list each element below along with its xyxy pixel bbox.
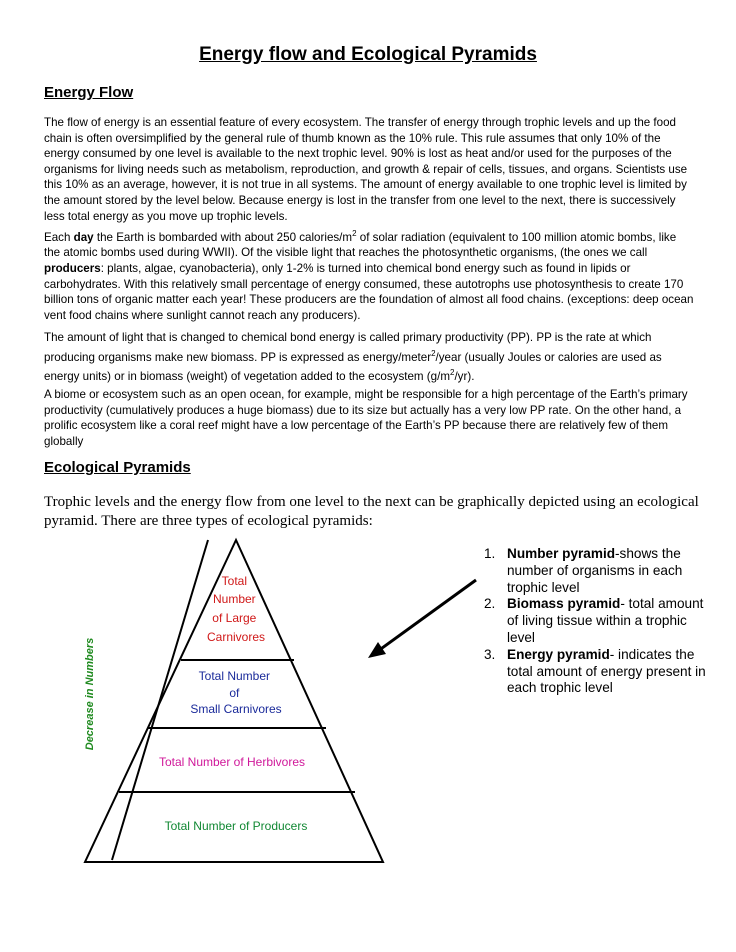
list-item-text	[507, 647, 714, 697]
superscript: 2	[352, 229, 357, 238]
text-run: The amount of light that is changed to chemical bond energy is called primary productivity (PP). PP is the rate at which producing organisms make new biomass. PP is expressed as energy/meter	[44, 331, 652, 364]
paragraph-text: A biome or ecosystem such as an open ocean, for example, might be responsible for a high percentage of the Earth’s primary productivity (cumulatively produces a huge biomass) due to its size but actually has a very low PP rate. On the other hand, a prolific ecosystem like a coral reef might have a low percentage of the Earth’s PP because there are relatively few of them globally	[44, 388, 688, 448]
heading-energy-flow: Energy Flow	[44, 84, 134, 101]
superscript: 2	[450, 368, 455, 378]
list-item	[484, 546, 714, 596]
text-run: of solar radiation (equivalent to 100 million atomic bombs, like the atomic bombs used during WWII). Of the visible light that reaches the photosynthetic organisms, (the ones we call	[44, 230, 677, 260]
list-number: 1.	[484, 546, 496, 561]
arrow-line	[378, 580, 476, 651]
list-item-text	[507, 596, 714, 646]
list-item	[484, 647, 714, 697]
superscript: 2	[431, 348, 436, 358]
paragraph-pyramids-intro: Trophic levels and the energy flow from one level to the next can be graphically depicted using an ecological pyramid. There are three types of ecological pyramids:	[44, 494, 699, 529]
list-item-description: -shows the number of organisms in each trophic level	[507, 546, 683, 595]
list-item	[484, 596, 714, 646]
text-run: Each	[44, 230, 74, 244]
list-item-term: Biomass pyramid	[507, 596, 621, 612]
list-number: 2.	[484, 596, 496, 612]
heading-ecological-pyramids: Ecological Pyramids	[44, 459, 191, 476]
bold-producers: producers	[44, 262, 101, 276]
text-run: the Earth is bombarded with about 250 calories/m	[93, 230, 353, 244]
side-label-decrease: Decrease in Numbers	[84, 637, 96, 751]
list-item-text	[507, 546, 714, 596]
level-label-large-carnivores: Total Number of Large Carnivores	[206, 574, 266, 644]
pyramid-types-list	[484, 546, 714, 697]
level-label-herbivores: Total Number of Herbivores	[158, 755, 306, 769]
list-item-term: Energy pyramid	[507, 646, 610, 662]
list-item-term: Number pyramid	[507, 546, 616, 561]
level-label-small-carnivores: Total Number of Small Carnivores	[190, 669, 282, 716]
text-run: : plants, algae, cyanobacteria), only 1-2% is turned into chemical bond energy such as found in lipids or carbohydrates. With this relatively small percentage of energy consumed, these autotrophs use photosynthesis to create 170 billion tons of organic matter each year! These producers are the foundation of almost all food chains. (exceptions: deep ocean vent food chains where sunlight cannot reach any producers).	[44, 262, 694, 322]
list-item-description: - total amount of living tissue within a trophic level	[507, 596, 704, 645]
arrow-head	[368, 642, 386, 658]
list-item-description: - indicates the total amount of energy present in each trophic level	[507, 646, 706, 696]
text-run: /year (usually Joules or calories are used as energy units) or in biomass (weight) of vegetation added to the ecosystem (g/m	[44, 350, 662, 383]
bold-day: day	[73, 230, 94, 244]
page-title: Energy flow and Ecological Pyramids	[199, 44, 537, 65]
level-label-producers: Total Number of Producers	[164, 819, 308, 833]
pyramid-outline	[85, 540, 383, 862]
list-number: 3.	[484, 646, 496, 662]
text-run: /yr).	[454, 369, 475, 383]
paragraph-text: The flow of energy is an essential feature of every ecosystem. The transfer of energy through trophic levels and up the food chain is often oversimplified by the general rule of thumb known as the 10% rule. This rule assumes that only 10% of the energy consumed by one level is available to the next trophic level. 90% is lost as heat and/or used for the purposes of the organisms for living needs such as metabolism, reproduction, and growth & repair of cells, tissues, and organs. Scientists use this 10% as an average, however, it is not true in all systems. The amount of energy available to one trophic level is limited by the amount stored by the level below. Because energy is lost in the transfer from one level to the next, there is successively less total energy as you move up trophic levels.	[44, 116, 688, 223]
